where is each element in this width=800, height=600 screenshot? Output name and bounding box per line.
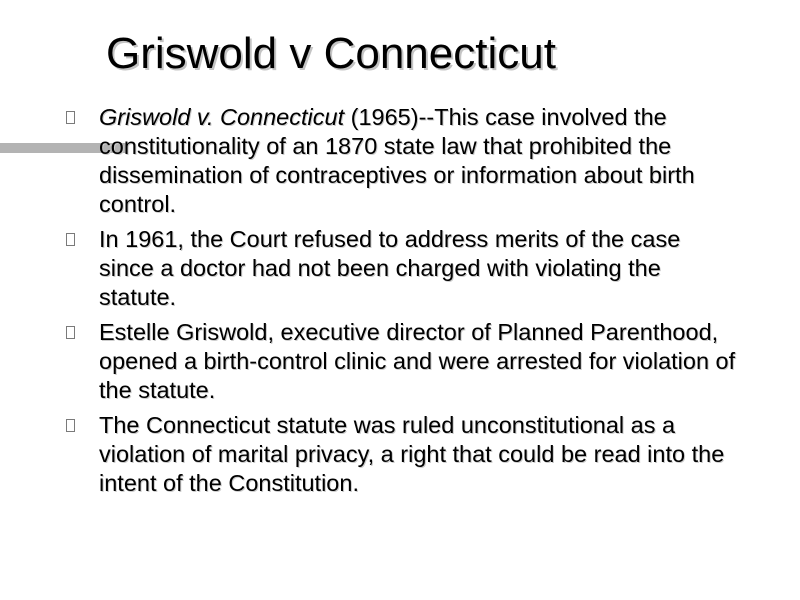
bullet-item	[0, 411, 739, 498]
bullet-item	[0, 225, 739, 312]
bullet-list	[0, 103, 800, 504]
bullet-box-icon	[66, 419, 75, 432]
bullet-box-icon	[66, 111, 75, 124]
slide-title: Griswold v Connecticut	[106, 29, 556, 78]
bullet-box-icon	[66, 233, 75, 246]
bullet-text: The Connecticut statute was ruled unconstitutional as a violation of marital privacy, a right that could be read into the intent of the Constitution.	[99, 412, 725, 496]
bullet-item	[0, 318, 739, 405]
bullet-text: (1965)--This case involved the constitutionality of an 1870 state law that prohibited the dissemination of contraceptives or information about birth control.	[99, 104, 695, 217]
bullet-item	[0, 103, 739, 219]
bullet-box-icon	[66, 326, 75, 339]
case-name: Griswold v. Connecticut	[99, 104, 345, 130]
bullet-text: In 1961, the Court refused to address merits of the case since a doctor had not been charged with violating the statute.	[99, 226, 681, 310]
bullet-text: Estelle Griswold, executive director of Planned Parenthood, opened a birth-control clinic and were arrested for violation of the statute.	[99, 319, 736, 403]
